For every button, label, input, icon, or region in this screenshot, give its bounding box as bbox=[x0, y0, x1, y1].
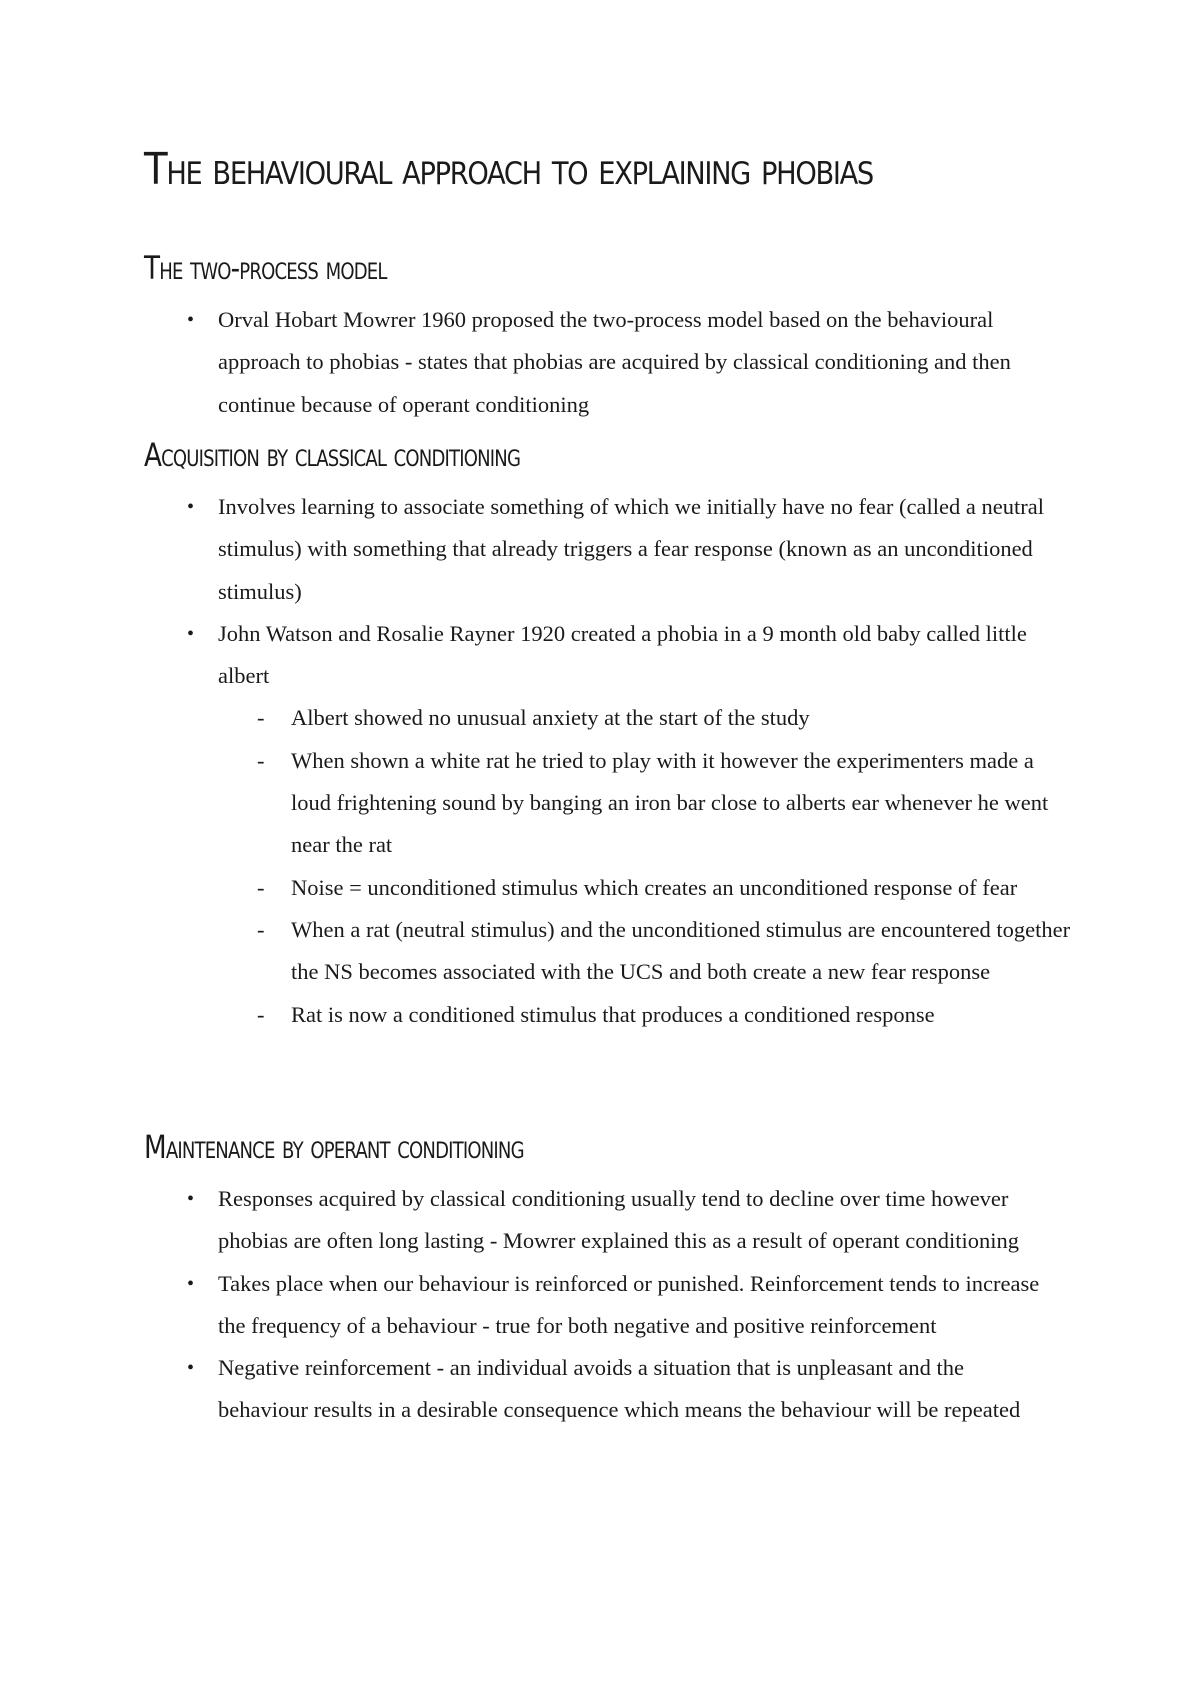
bullet-list bbox=[0, 1178, 1058, 1432]
sub-list-item-text: When shown a white rat he tried to play with it however the experimenters made a loud frightening sound by banging an iron bar close to alberts ear whenever he went near the rat bbox=[291, 747, 1049, 858]
section-heading: Maintenance by operant conditioning bbox=[144, 1128, 524, 1166]
sub-list-item-text: Noise = unconditioned stimulus which creates an unconditioned response of fear bbox=[291, 874, 1018, 900]
list-item bbox=[0, 1263, 1058, 1348]
list-item bbox=[0, 1347, 1058, 1432]
bullet-list bbox=[0, 486, 1071, 1036]
dash-icon: - bbox=[257, 705, 265, 731]
bullet-icon: • bbox=[187, 622, 195, 645]
dash-list bbox=[218, 697, 1071, 1035]
list-item-text: Responses acquired by classical conditioning usually tend to decline over time however phobias are often long lasting - Mowrer explained this as a result of operant conditioning bbox=[218, 1186, 1020, 1254]
bullet-icon: • bbox=[187, 496, 195, 518]
bullet-icon: • bbox=[187, 1188, 195, 1210]
sub-list-item bbox=[0, 697, 1071, 739]
sub-list-item bbox=[0, 909, 1071, 994]
sub-list-item bbox=[0, 740, 1071, 867]
list-item-text: Orval Hobart Mowrer 1960 proposed the two-process model based on the behavioural approach to phobias - states that phobias are acquired by classical conditioning and then continue because of operant conditioning bbox=[218, 307, 1011, 417]
list-item bbox=[0, 486, 1058, 613]
bullet-icon: • bbox=[187, 309, 195, 331]
sub-list-item bbox=[0, 867, 1071, 909]
bullet-icon: • bbox=[187, 1357, 195, 1380]
dash-icon: - bbox=[257, 874, 265, 900]
list-item bbox=[0, 613, 1071, 1036]
dash-icon: - bbox=[257, 916, 265, 942]
dash-icon: - bbox=[257, 747, 265, 773]
list-item bbox=[0, 299, 1058, 426]
list-item bbox=[0, 1178, 1058, 1263]
section-heading: The two-process model bbox=[144, 249, 387, 287]
document-title: The behavioural approach to explaining phobias bbox=[144, 144, 873, 195]
list-item-text: Involves learning to associate something of which we initially have no fear (called a neutral stimulus) with something that already triggers a fear response (known as an unconditioned stimulus) bbox=[218, 494, 1044, 604]
list-item-text: John Watson and Rosalie Rayner 1920 created a phobia in a 9 month old baby called little albert bbox=[218, 620, 1027, 689]
sub-list-item-text: Albert showed no unusual anxiety at the start of the study bbox=[291, 705, 810, 731]
section-heading: Acquisition by classical conditioning bbox=[144, 436, 521, 474]
bullet-list bbox=[0, 299, 1058, 426]
sub-list-item bbox=[0, 994, 1071, 1036]
sub-list-item-text: When a rat (neutral stimulus) and the unconditioned stimulus are encountered together the NS becomes associated with the UCS and both create a new fear response bbox=[291, 916, 1071, 985]
list-item-text: Negative reinforcement - an individual avoids a situation that is unpleasant and the behaviour results in a desirable consequence which means the behaviour will be repeated bbox=[218, 1355, 1021, 1423]
list-item-text: Takes place when our behaviour is reinforced or punished. Reinforcement tends to increase the frequency of a behaviour - true for both negative and positive reinforcement bbox=[218, 1270, 1040, 1338]
sub-list-item-text: Rat is now a conditioned stimulus that produces a conditioned response bbox=[291, 1001, 935, 1027]
bullet-icon: • bbox=[187, 1272, 195, 1295]
dash-icon: - bbox=[257, 1001, 265, 1027]
